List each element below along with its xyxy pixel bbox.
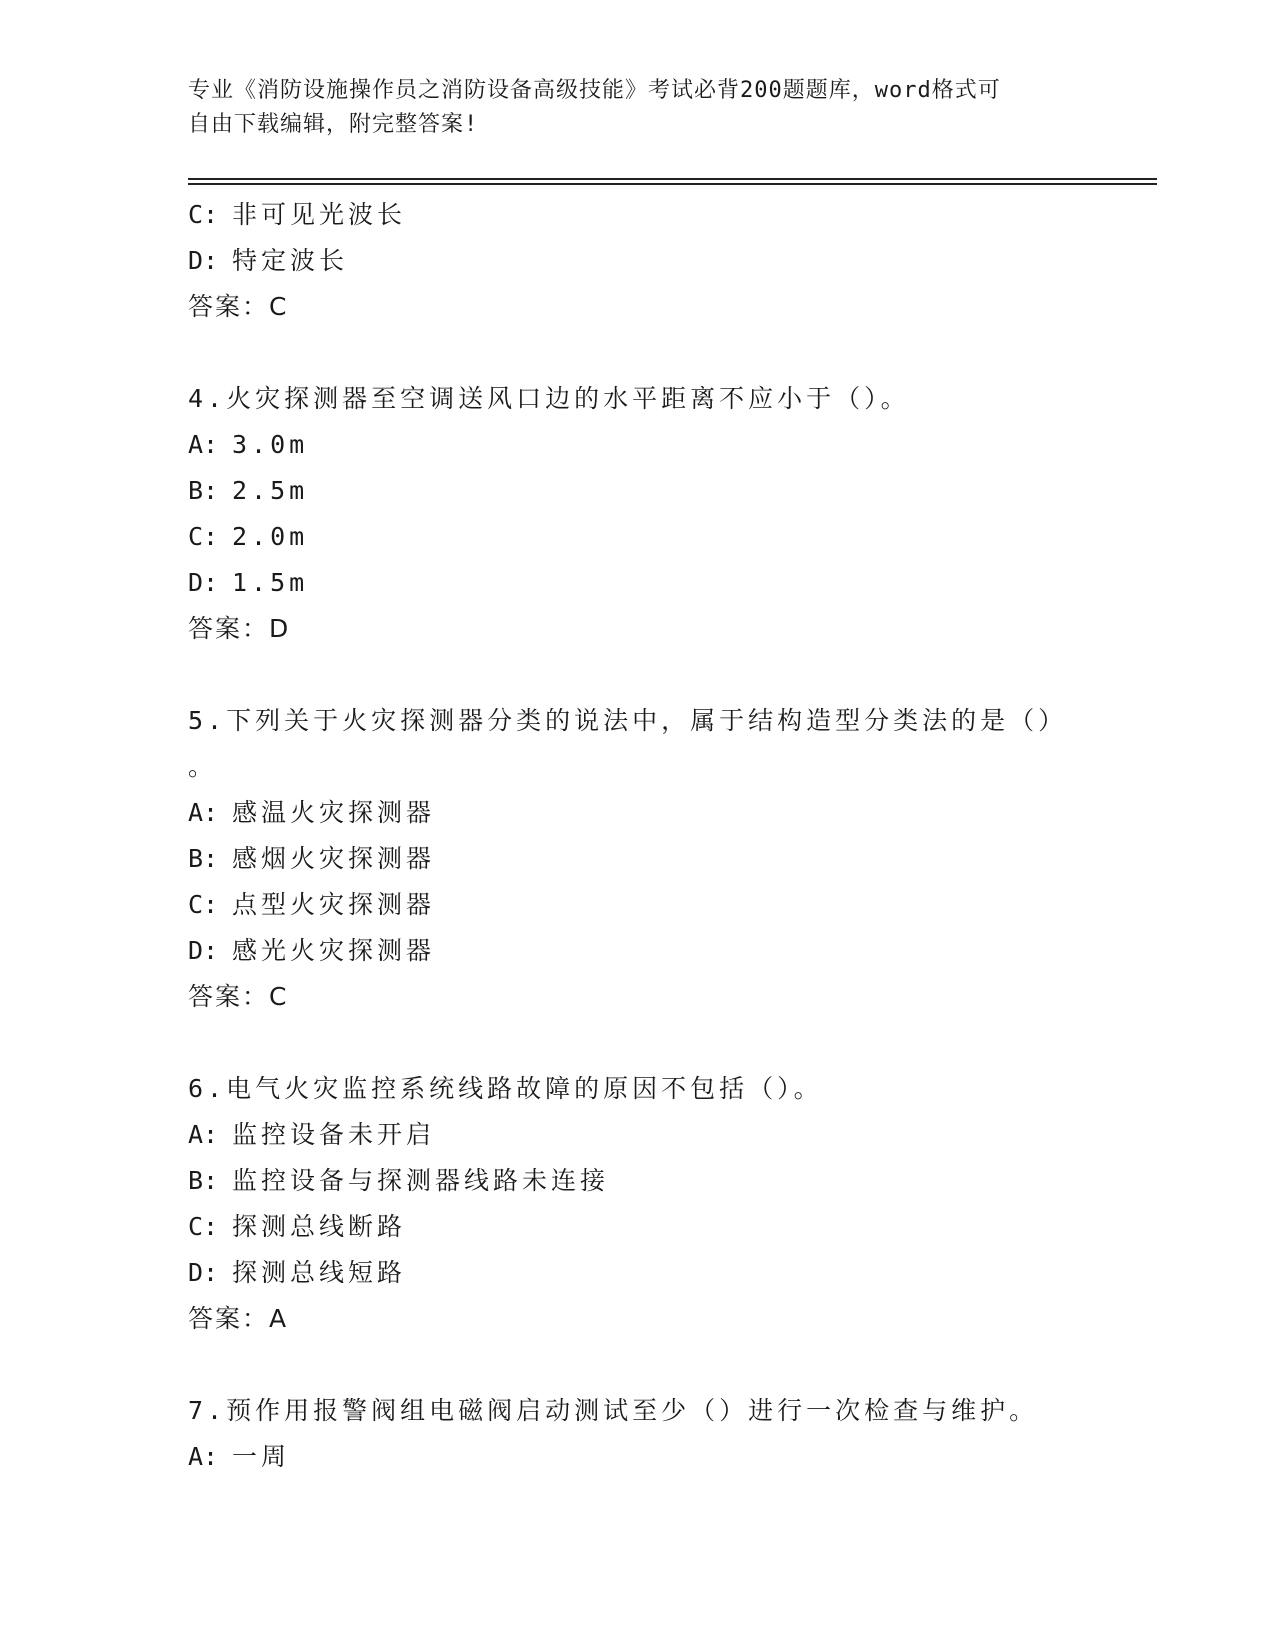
spacer xyxy=(188,652,1088,698)
option-line xyxy=(188,1112,1088,1158)
question-stem: 7.预作用报警阀组电磁阀启动测试至少（）进行一次检查与维护。 xyxy=(188,1396,1039,1425)
option-label: D: xyxy=(188,1258,219,1287)
option-label: C: xyxy=(188,522,219,551)
option-text: 探测总线短路 xyxy=(232,1258,407,1287)
option-line xyxy=(188,1158,1088,1204)
option-text: 一周 xyxy=(232,1442,291,1471)
option-label: A: xyxy=(188,1442,219,1471)
option-label: B: xyxy=(188,1166,219,1195)
question-stem: 4.火灾探测器至空调送风口边的水平距离不应小于（）。 xyxy=(188,384,910,413)
option-label: A: xyxy=(188,430,219,459)
answer-line: 答案：C xyxy=(188,292,289,321)
question-list xyxy=(188,192,1088,1480)
question-stem: 6.电气火灾监控系统线路故障的原因不包括（）。 xyxy=(188,1074,823,1103)
option-line xyxy=(188,928,1088,974)
option-line xyxy=(188,422,1088,468)
option-line xyxy=(188,560,1088,606)
option-text: 监控设备与探测器线路未连接 xyxy=(232,1166,610,1195)
option-text: 1.5m xyxy=(232,568,309,597)
question-stem-continued: 。 xyxy=(188,752,218,781)
answer-line: 答案：D xyxy=(188,614,291,643)
option-line xyxy=(188,1434,1088,1480)
option-text: 点型火灾探测器 xyxy=(232,890,436,919)
option-text: 2.0m xyxy=(232,522,309,551)
option-label: C: xyxy=(188,1212,219,1241)
option-text: 感温火灾探测器 xyxy=(232,798,436,827)
option-text: 3.0m xyxy=(232,430,309,459)
option-label: D: xyxy=(188,936,219,965)
option-line xyxy=(188,468,1088,514)
header-divider-top xyxy=(188,178,1157,180)
header-line-1: 专业《消防设施操作员之消防设备高级技能》考试必背200题题库，word格式可 xyxy=(188,78,1001,103)
option-label: A: xyxy=(188,798,219,827)
option-text: 感烟火灾探测器 xyxy=(232,844,436,873)
option-label: B: xyxy=(188,476,219,505)
spacer xyxy=(188,1342,1088,1388)
answer-line: 答案：A xyxy=(188,1304,289,1333)
option-line xyxy=(188,1250,1088,1296)
option-line xyxy=(188,790,1088,836)
option-text: 探测总线断路 xyxy=(232,1212,407,1241)
question-6 xyxy=(188,1066,1088,1342)
spacer xyxy=(188,330,1088,376)
answer-line: 答案：C xyxy=(188,982,289,1011)
option-text: 非可见光波长 xyxy=(232,200,407,229)
question-7 xyxy=(188,1388,1088,1480)
option-label: A: xyxy=(188,1120,219,1149)
option-line xyxy=(188,192,1088,238)
option-line xyxy=(188,514,1088,560)
option-line xyxy=(188,882,1088,928)
option-label: B: xyxy=(188,844,219,873)
option-text: 感光火灾探测器 xyxy=(232,936,436,965)
header-divider-bottom xyxy=(188,183,1157,185)
option-line xyxy=(188,238,1088,284)
option-text: 监控设备未开启 xyxy=(232,1120,436,1149)
option-line xyxy=(188,1204,1088,1250)
spacer xyxy=(188,1020,1088,1066)
question-stem: 5.下列关于火灾探测器分类的说法中，属于结构造型分类法的是（） xyxy=(188,706,1068,735)
question-5 xyxy=(188,698,1088,1020)
option-label: C: xyxy=(188,890,219,919)
option-label: D: xyxy=(188,568,219,597)
document-header xyxy=(188,74,1088,142)
question-3-continued xyxy=(188,192,1088,330)
header-line-2: 自由下载编辑，附完整答案! xyxy=(188,112,479,137)
option-label: C: xyxy=(188,200,219,229)
option-text: 2.5m xyxy=(232,476,309,505)
option-label: D: xyxy=(188,246,219,275)
option-line xyxy=(188,836,1088,882)
question-4 xyxy=(188,376,1088,652)
option-text: 特定波长 xyxy=(232,246,349,275)
